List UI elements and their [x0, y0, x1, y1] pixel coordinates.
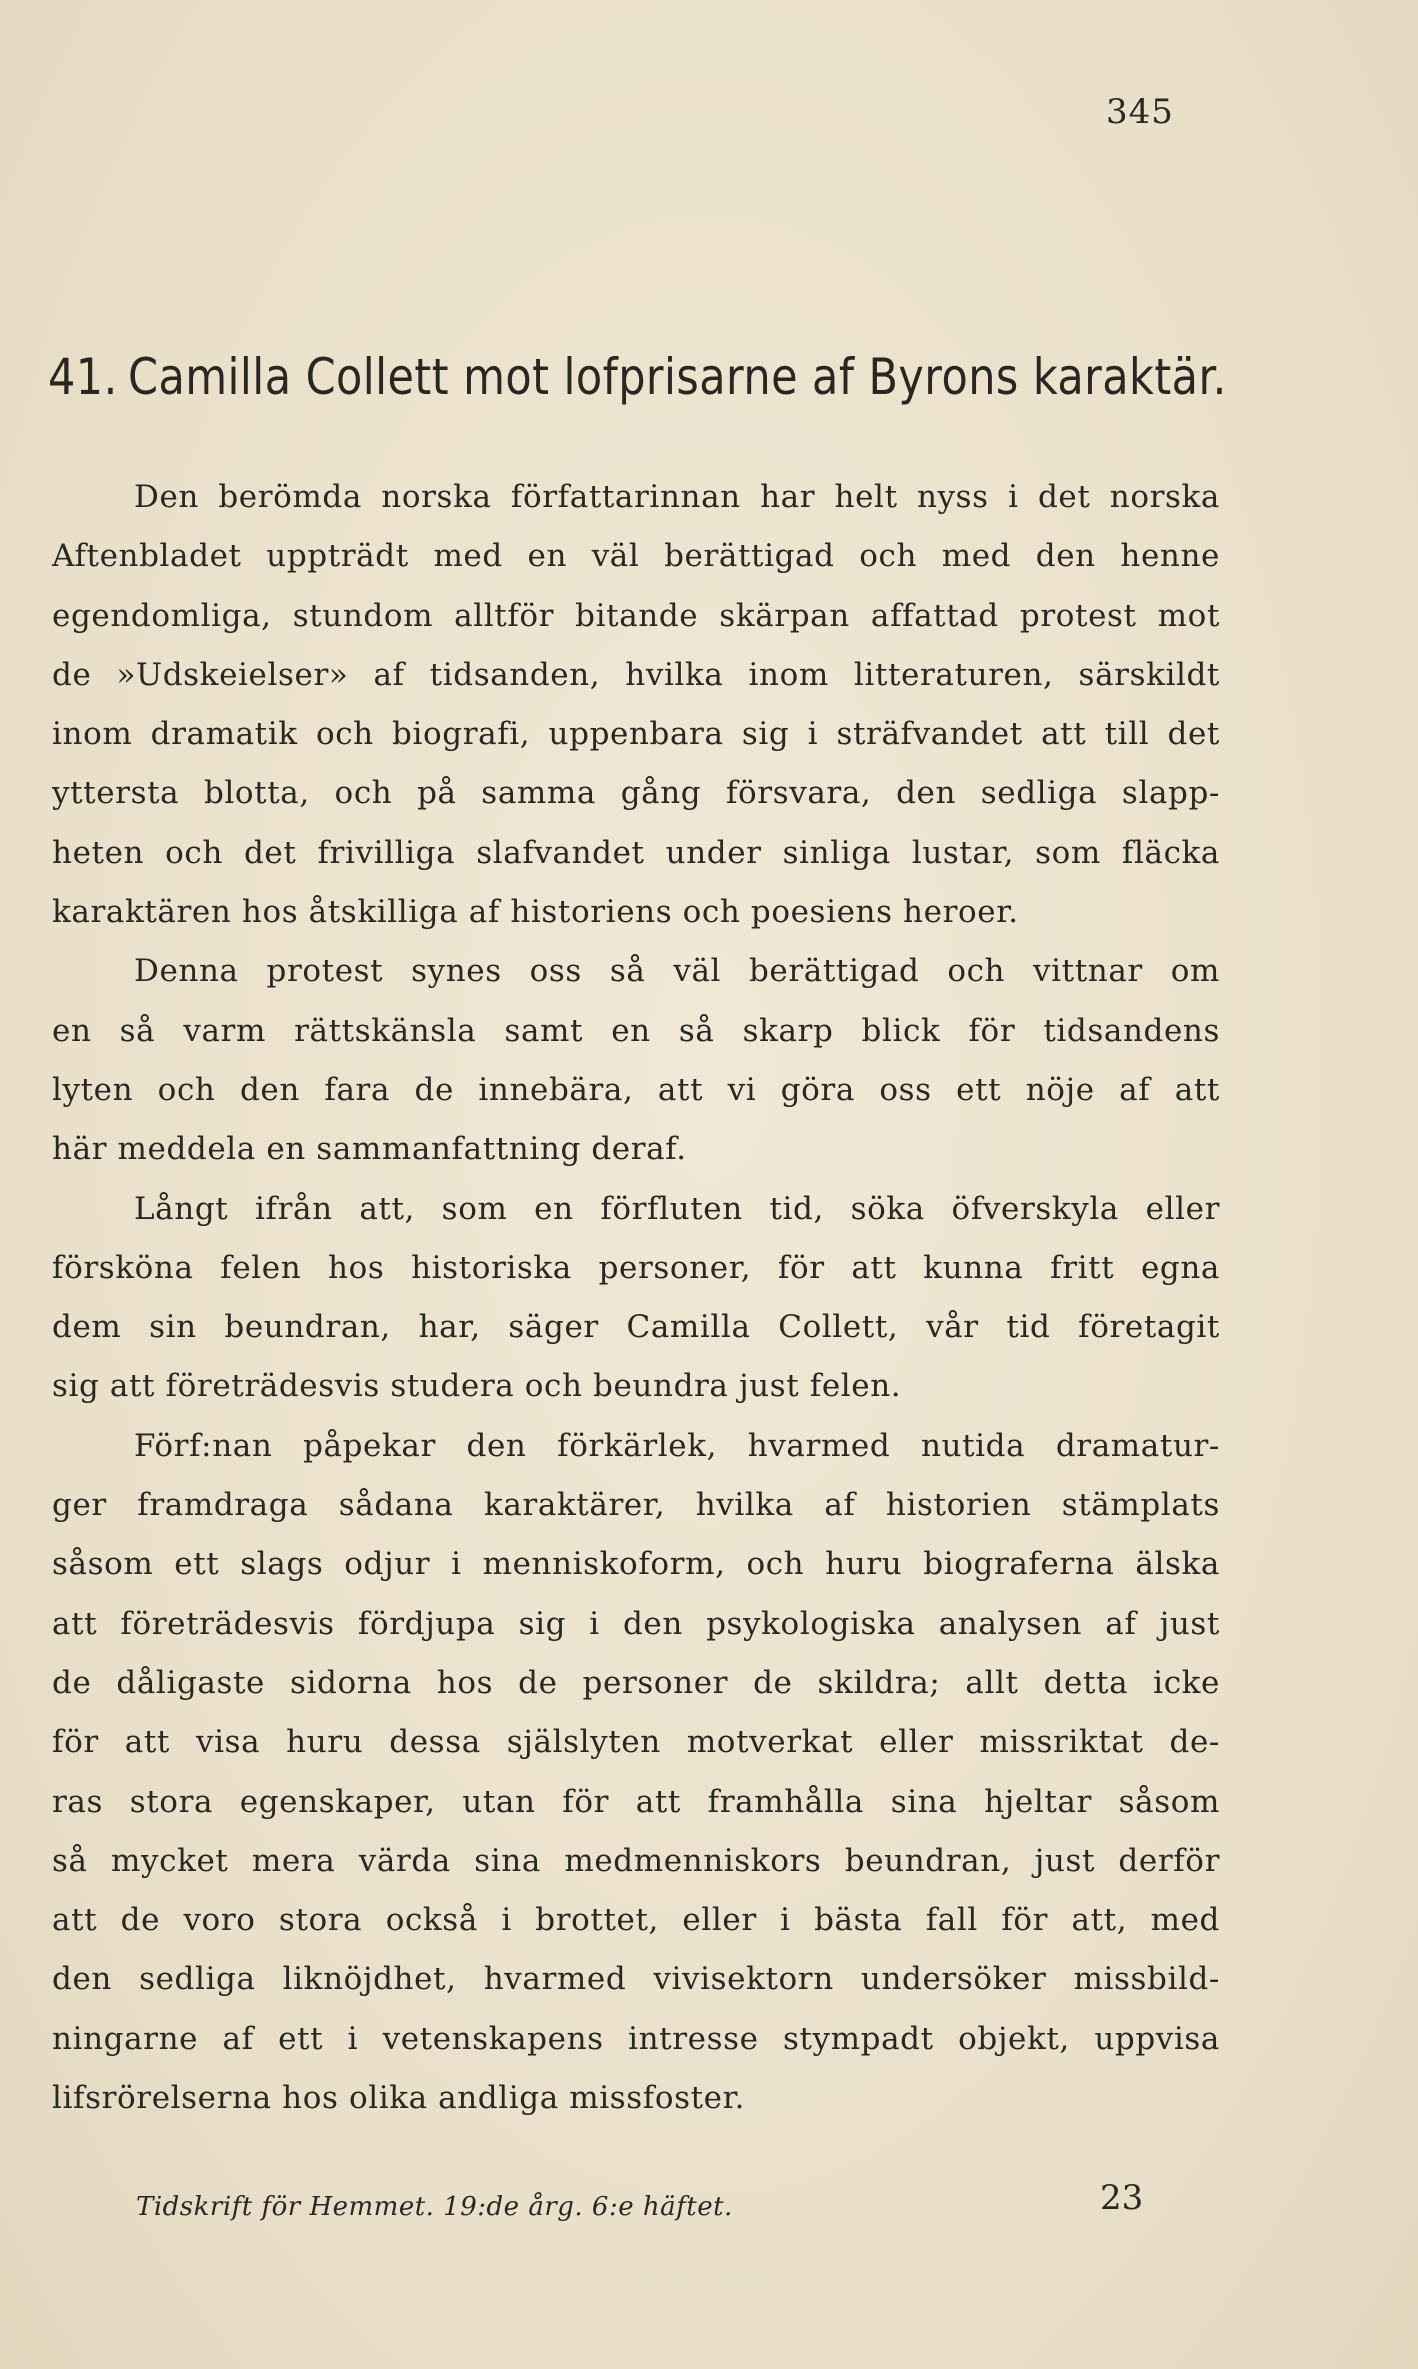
journal-footer: Tidskrift för Hemmet. 19:de årg. 6:e häftet. [136, 2192, 733, 2222]
signature-mark: 23 [1100, 2178, 1144, 2218]
text-line: ras stora egenskaper, utan för att framhålla sina hjeltar såsom [52, 1783, 1220, 1820]
text-line: att de voro stora också i brottet, eller i bästa fall för att, med [52, 1902, 1220, 1939]
text-line: här meddela en sammanfattning deraf. [52, 1131, 687, 1168]
text-line: så mycket mera värda sina medmenniskors beundran, just derför [52, 1842, 1220, 1879]
article-body [52, 468, 1220, 2128]
text-line: yttersta blotta, och på samma gång försvara, den sedliga slapp- [52, 775, 1220, 812]
text-line: Denna protest synes oss så väl berättigad och vittnar om [134, 953, 1220, 990]
text-line: de »Udskeielser» af tidsanden, hvilka inom litteraturen, särskildt [52, 656, 1220, 693]
article-heading [48, 348, 1227, 406]
text-line: en så varm rättskänsla samt en så skarp blick för tidsandens [52, 1012, 1220, 1049]
text-line: för att visa huru dessa själslyten motverkat eller missriktat de- [52, 1724, 1220, 1761]
article-number: 41. [48, 348, 118, 406]
article-title: Camilla Collett mot lofprisarne af Byrons karaktär. [128, 348, 1227, 406]
page-number: 345 [1106, 92, 1174, 132]
text-line: Den berömda norska författarinnan har helt nyss i det norska [134, 479, 1220, 515]
text-line: Aftenbladet uppträdt med en väl berättigad och med den henne [52, 538, 1220, 575]
text-line: försköna felen hos historiska personer, för att kunna fritt egna [52, 1249, 1220, 1286]
text-line: lyten och den fara de innebära, att vi göra oss ett nöje af att [52, 1071, 1220, 1108]
text-line: de dåligaste sidorna hos de personer de skildra; allt detta icke [52, 1664, 1220, 1701]
text-line: egendomliga, stundom alltför bitande skärpan affattad protest mot [52, 597, 1220, 634]
text-line: lifsrörelserna hos olika andliga missfoster. [52, 2080, 746, 2117]
text-line: den sedliga liknöjdhet, hvarmed vivisektorn undersöker missbild- [52, 1961, 1220, 1998]
text-line: Förf:nan påpekar den förkärlek, hvarmed nutida dramatur- [134, 1427, 1220, 1464]
text-line: såsom ett slags odjur i menniskoform, och huru biograferna älska [52, 1546, 1220, 1583]
text-line: sig att företrädesvis studera och beundra just felen. [52, 1368, 902, 1405]
text-line: att företrädesvis fördjupa sig i den psykologiska analysen af just [52, 1605, 1220, 1642]
text-line: dem sin beundran, har, säger Camilla Collett, vår tid företagit [52, 1309, 1220, 1346]
text-line: heten och det frivilliga slafvandet under sinliga lustar, som fläcka [52, 834, 1220, 871]
text-line: ningarne af ett i vetenskapens intresse stympadt objekt, uppvisa [52, 2020, 1220, 2057]
text-line: Långt ifrån att, som en förfluten tid, söka öfverskyla eller [134, 1190, 1220, 1227]
text-line: karaktären hos åtskilliga af historiens och poesiens heroer. [52, 894, 1019, 931]
text-line: ger framdraga sådana karaktärer, hvilka af historien stämplats [52, 1487, 1220, 1524]
text-line: inom dramatik och biografi, uppenbara sig i sträfvandet att till det [52, 716, 1220, 753]
